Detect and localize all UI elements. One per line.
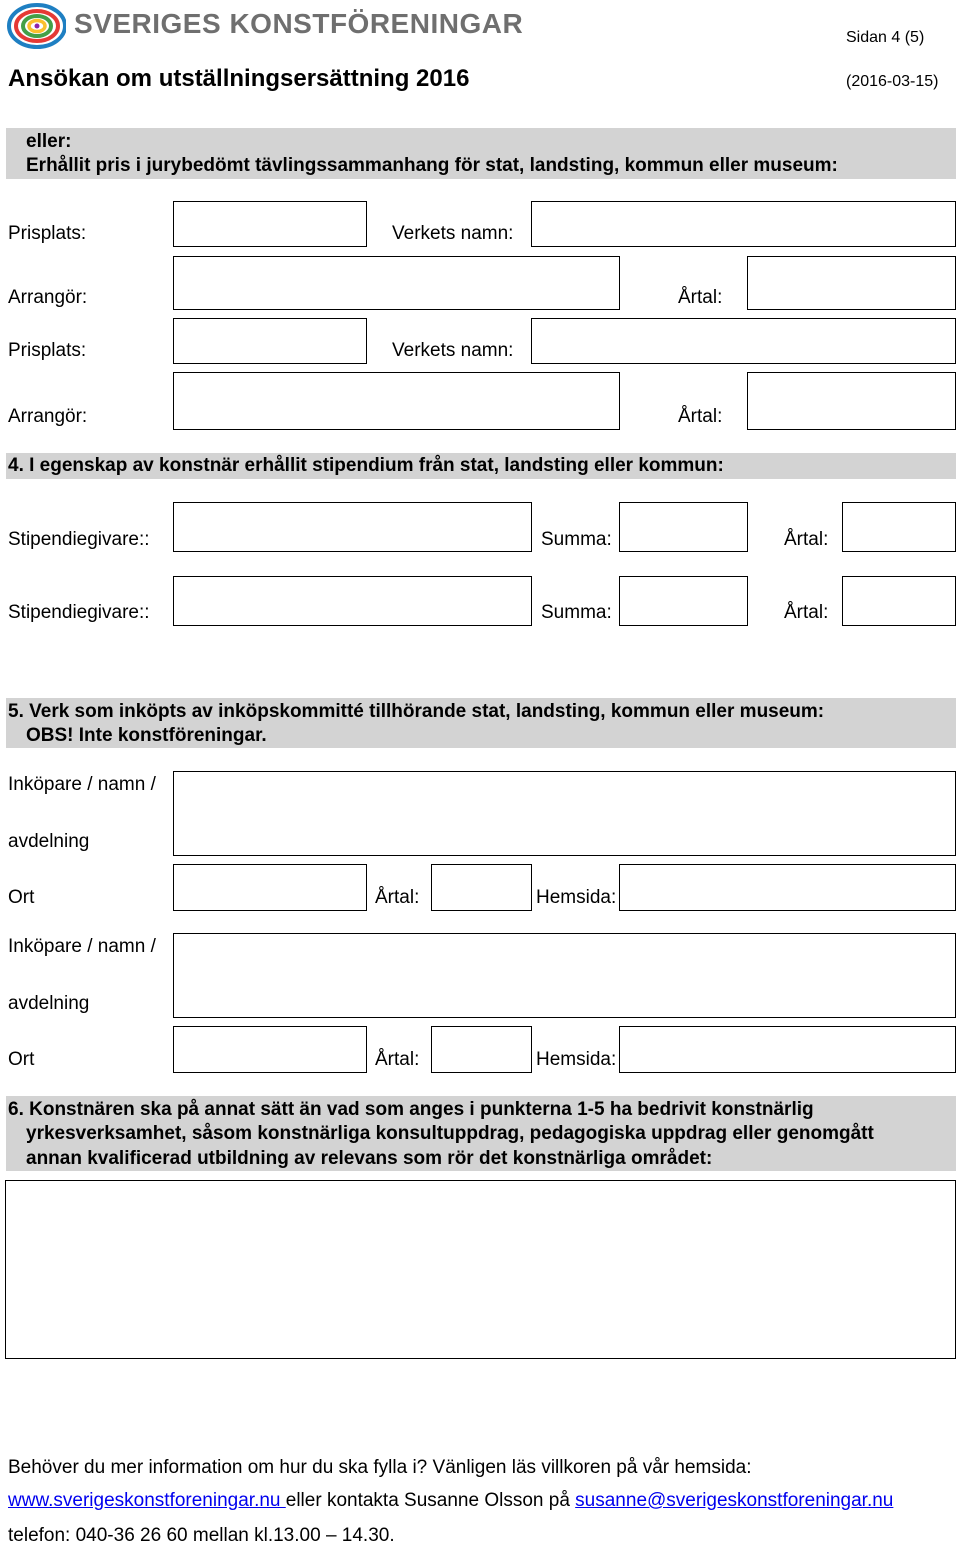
artal-label: Årtal: xyxy=(375,887,420,908)
inkopare-field[interactable] xyxy=(173,771,956,856)
org-name: SVERIGES KONSTFÖRENINGAR xyxy=(74,8,524,39)
arrangor-field[interactable] xyxy=(173,372,620,430)
stipendiegivare-label: Stipendiegivare:: xyxy=(8,529,150,550)
verkets-namn-label: Verkets namn: xyxy=(392,340,514,361)
page-number: Sidan 4 (5) xyxy=(846,29,925,46)
prisplats-label: Prisplats: xyxy=(8,340,87,361)
logo-swirl-icon xyxy=(4,2,66,50)
ort-label: Ort xyxy=(8,1049,35,1070)
logo xyxy=(4,2,66,50)
summa-field[interactable] xyxy=(619,502,748,552)
inkopare-field[interactable] xyxy=(173,933,956,1018)
hemsida-label: Hemsida: xyxy=(536,887,617,908)
arrangor-label: Arrangör: xyxy=(8,406,88,427)
artal-field[interactable] xyxy=(747,372,956,430)
prisplats-field[interactable] xyxy=(173,318,367,364)
artal-field[interactable] xyxy=(747,256,956,310)
avdelning-label: avdelning xyxy=(8,993,90,1014)
email-link[interactable]: susanne@sverigeskonstforeningar.nu xyxy=(575,1490,894,1511)
footer-phone: telefon: 040-36 26 60 mellan kl.13.00 – 14.30. xyxy=(8,1525,395,1546)
artal-field[interactable] xyxy=(431,864,532,911)
artal-field[interactable] xyxy=(842,502,956,552)
inkopare-label: Inköpare / namn / xyxy=(8,774,156,795)
artal-label: Årtal: xyxy=(784,529,829,550)
stipendiegivare-label: Stipendiegivare:: xyxy=(8,602,150,623)
prisplats-label: Prisplats: xyxy=(8,223,87,244)
verkets-namn-field[interactable] xyxy=(531,201,956,247)
section5-heading-line2: OBS! Inte konstföreningar. xyxy=(26,725,267,746)
artal-field[interactable] xyxy=(431,1026,532,1073)
ort-field[interactable] xyxy=(173,864,367,911)
document-date: (2016-03-15) xyxy=(846,73,939,90)
stipendiegivare-field[interactable] xyxy=(173,502,532,552)
section4-heading: 4. I egenskap av konstnär erhållit stipendium från stat, landsting eller kommun: xyxy=(8,455,724,476)
artal-label: Årtal: xyxy=(678,287,723,308)
section5-heading-line1: 5. Verk som inköpts av inköpskommitté tillhörande stat, landsting, kommun eller museum: xyxy=(8,701,825,722)
summa-label: Summa: xyxy=(541,529,612,550)
artal-label: Årtal: xyxy=(375,1049,420,1070)
arrangor-field[interactable] xyxy=(173,256,620,310)
website-link[interactable]: www.sverigeskonstforeningar.nu xyxy=(8,1490,286,1511)
footer-info: Behöver du mer information om hur du ska fylla i? Vänligen läs villkoren på vår hemsida: xyxy=(8,1457,752,1478)
hemsida-label: Hemsida: xyxy=(536,1049,617,1070)
prisplats-field[interactable] xyxy=(173,201,367,247)
section6-heading-line1: 6. Konstnären ska på annat sätt än vad som anges i punkterna 1-5 ha bedrivit konstnärlig xyxy=(8,1099,814,1120)
verkets-namn-field[interactable] xyxy=(531,318,956,364)
prize-heading-line2: Erhållit pris i jurybedömt tävlingssammanhang för stat, landsting, kommun eller museum: xyxy=(26,155,838,176)
verkets-namn-label: Verkets namn: xyxy=(392,223,514,244)
summa-field[interactable] xyxy=(619,576,748,626)
artal-label: Årtal: xyxy=(784,602,829,623)
prize-heading-line1: eller: xyxy=(26,131,72,152)
avdelning-label: avdelning xyxy=(8,831,90,852)
contact-text: eller kontakta Susanne Olsson på xyxy=(285,1490,570,1511)
summa-label: Summa: xyxy=(541,602,612,623)
artal-label: Årtal: xyxy=(678,406,723,427)
section6-heading-line3: annan kvalificerad utbildning av relevans som rör det konstnärliga området: xyxy=(26,1148,713,1169)
page-title: Ansökan om utställningsersättning 2016 xyxy=(8,65,470,92)
artal-field[interactable] xyxy=(842,576,956,626)
ort-field[interactable] xyxy=(173,1026,367,1073)
inkopare-label: Inköpare / namn / xyxy=(8,936,156,957)
footer-contact-line xyxy=(8,1490,893,1512)
section6-heading-line2: yrkesverksamhet, såsom konstnärliga konsultuppdrag, pedagogiska uppdrag eller genomgått xyxy=(26,1123,874,1144)
hemsida-field[interactable] xyxy=(619,864,956,911)
hemsida-field[interactable] xyxy=(619,1026,956,1073)
arrangor-label: Arrangör: xyxy=(8,287,88,308)
section6-textarea[interactable] xyxy=(5,1180,956,1359)
stipendiegivare-field[interactable] xyxy=(173,576,532,626)
ort-label: Ort xyxy=(8,887,35,908)
